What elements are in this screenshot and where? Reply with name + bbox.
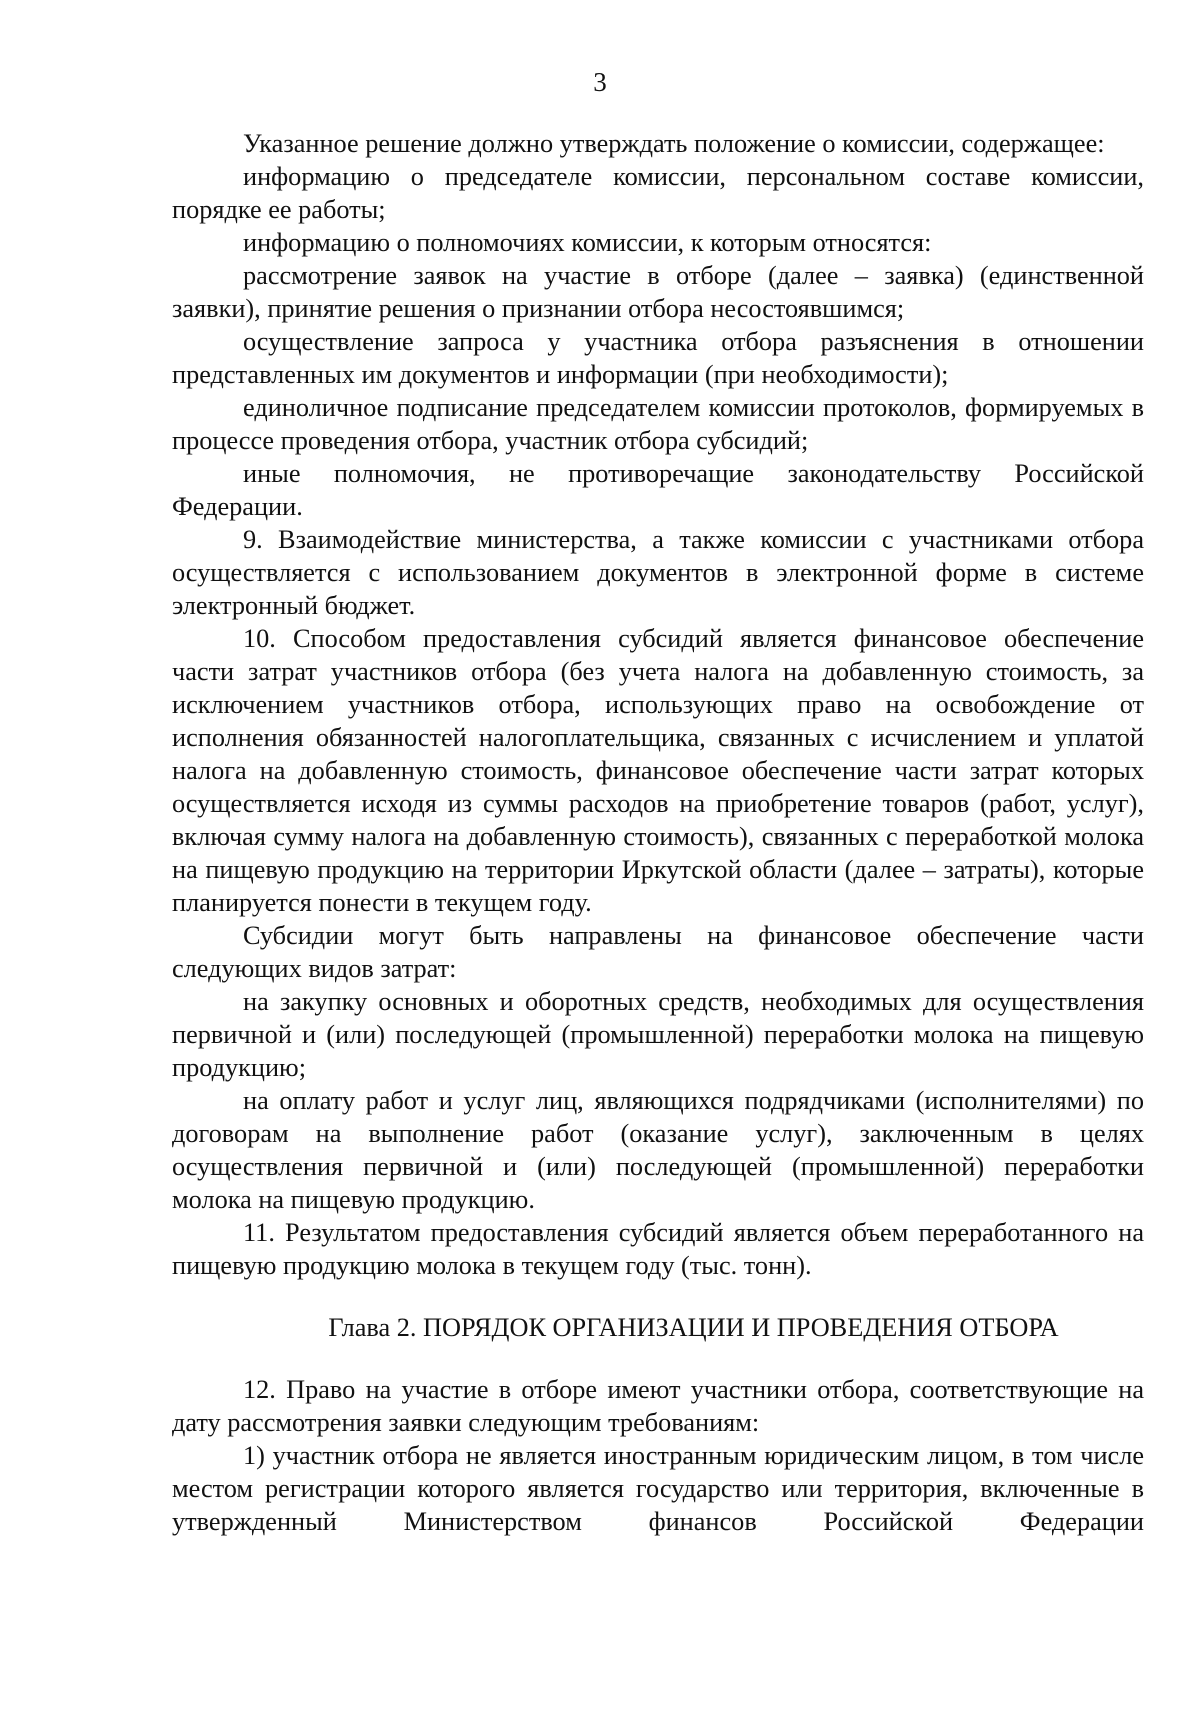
- document-body: [172, 127, 1144, 1538]
- paragraph: на закупку основных и оборотных средств, необходимых для осуществления первичной и (или) последующей (промышленной) переработки молока на пищевую продукцию;: [172, 987, 1144, 1082]
- paragraph: осуществление запроса у участника отбора разъяснения в отношении представленных им документов и информации (при необходимости);: [172, 327, 1144, 389]
- chapter-heading: Глава 2. ПОРЯДОК ОРГАНИЗАЦИИ И ПРОВЕДЕНИЯ ОТБОРА: [328, 1313, 1059, 1342]
- paragraph: Указанное решение должно утверждать положение о комиссии, содержащее:: [243, 129, 1105, 158]
- paragraph: на оплату работ и услуг лиц, являющихся подрядчиками (исполнителями) по договорам на выполнение работ (оказание услуг), заключенным в целях осуществления первичной и (или) последующей (промышленной) переработки молока на пищевую продукцию.: [172, 1086, 1144, 1214]
- paragraph: единоличное подписание председателем комиссии протоколов, формируемых в процессе проведения отбора, участник отбора субсидий;: [172, 393, 1144, 455]
- paragraph: 12. Право на участие в отборе имеют участники отбора, соответствующие на дату рассмотрения заявки следующим требованиям:: [172, 1375, 1144, 1437]
- paragraph: 11. Результатом предоставления субсидий является объем переработанного на пищевую продукцию молока в текущем году (тыс. тонн).: [172, 1218, 1144, 1280]
- paragraph: рассмотрение заявок на участие в отборе (далее – заявка) (единственной заявки), принятие решения о признании отбора несостоявшимся;: [172, 261, 1144, 323]
- paragraph: иные полномочия, не противоречащие законодательству Российской Федерации.: [172, 459, 1144, 521]
- paragraph: 1) участник отбора не является иностранным юридическим лицом, в том числе местом регистрации которого является государство или территория, включенные в утвержденный Министерством финансов Российской Федерации: [172, 1441, 1144, 1536]
- paragraph: информацию о председателе комиссии, персональном составе комиссии, порядке ее работы;: [172, 162, 1144, 224]
- paragraph: Субсидии могут быть направлены на финансовое обеспечение части следующих видов затрат:: [172, 921, 1144, 983]
- paragraph: 10. Способом предоставления субсидий является финансовое обеспечение части затрат участников отбора (без учета налога на добавленную стоимость, за исключением участников отбора, использующих право на освобождение от исполнения обязанностей налогоплательщика, связанных с исчислением и уплатой налога на добавленную стоимость, финансовое обеспечение части затрат которых осуществляется исходя из суммы расходов на приобретение товаров (работ, услуг), включая сумму налога на добавленную стоимость), связанных с переработкой молока на пищевую продукцию на территории Иркутской области (далее – затраты), которые планируется понести в текущем году.: [172, 624, 1144, 917]
- paragraph: информацию о полномочиях комиссии, к которым относятся:: [243, 228, 932, 257]
- paragraph: 9. Взаимодействие министерства, а также комиссии с участниками отбора осуществляется с использованием документов в электронной форме в системе электронный бюджет.: [172, 525, 1144, 620]
- page-number: 3: [593, 67, 607, 97]
